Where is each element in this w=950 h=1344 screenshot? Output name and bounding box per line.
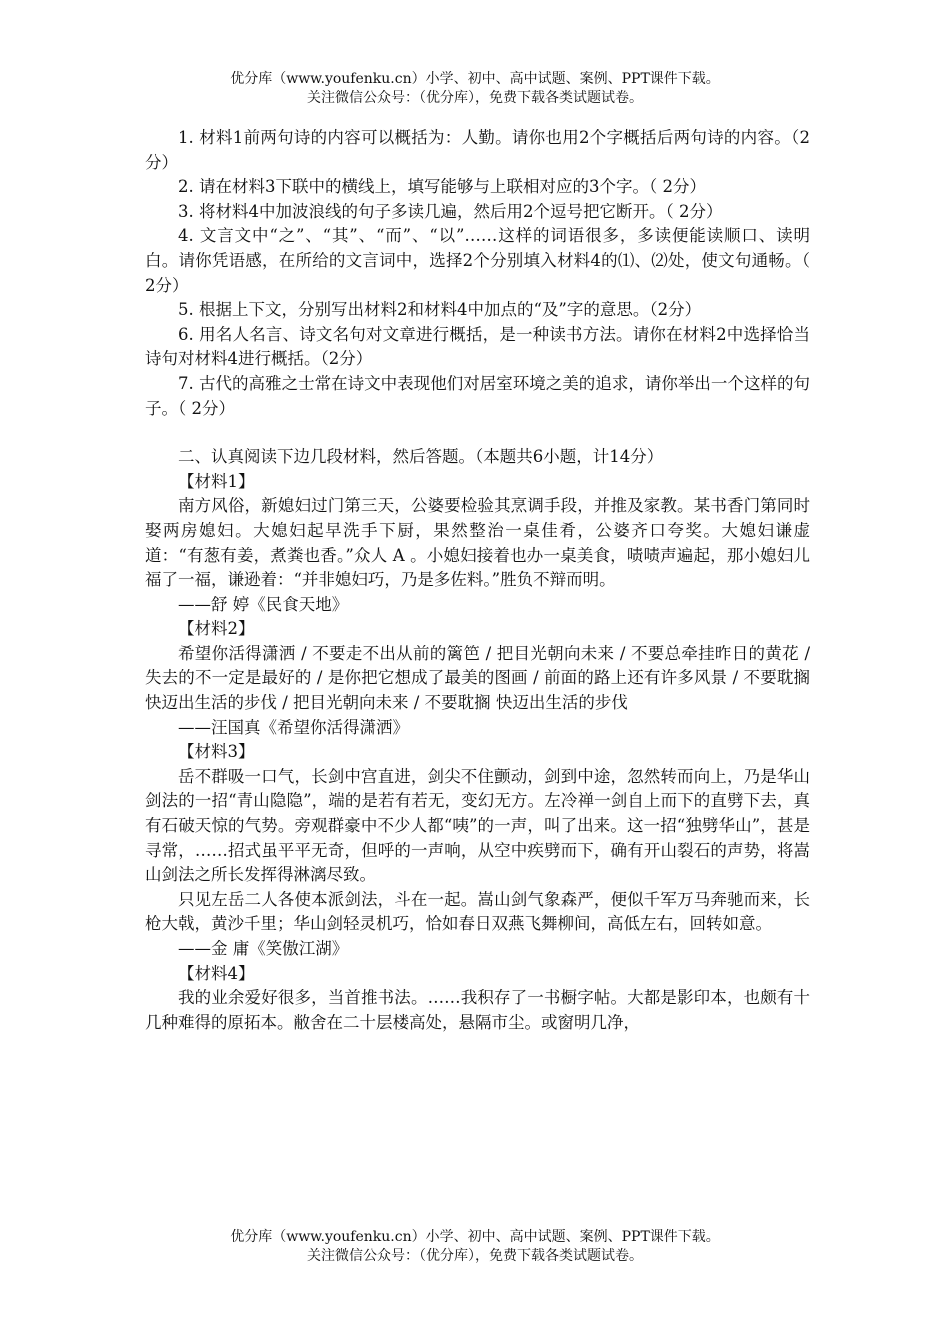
material-2-label: 【材料2】 <box>178 619 255 639</box>
document-body <box>145 126 810 1035</box>
material-1-text: 南方风俗，新媳妇过门第三天，公婆要检验其烹调手段，并推及家教。某书香门第同时娶两房媳妇。大媳妇起早洗手下厨，果然整治一桌佳肴，公婆齐口夸奖。大媳妇谦虚道：“有葱有姜，煮粪也香。”众人 A 。小媳妇接着也办一桌美食，啧啧声遍起，那小媳妇儿福了一福，谦逊着：“并非媳妇巧，乃是多佐料。”胜负不辩而明。 <box>145 496 810 590</box>
footer-line-1: 优分库（www.youfenku.cn）小学、初中、高中试题、案例、PPT课件下载。 <box>230 1229 720 1245</box>
material-2-text: 希望你活得潇洒 / 不要走不出从前的篱笆 / 把目光朝向未来 / 不要总牵挂昨日的黄花 /失去的不一定是最好的 / 是你把它想成了最美的图画 / 前面的路上还有许多风景 / 不要耽搁快迈出生活的步伐 / 把目光朝向未来 / 不要耽搁 快迈出生活的步伐 <box>145 643 810 713</box>
material-2-source: ——汪国真《希望你活得潇洒》 <box>178 717 409 737</box>
question-1: 1. 材料1前两句诗的内容可以概括为：人勤。请你也用2个字概括后两句诗的内容。（2分） <box>145 128 810 172</box>
material-4-label: 【材料4】 <box>178 963 255 983</box>
section-title: 二、认真阅读下边几段材料，然后答题。（本题共6小题，计14分） <box>178 447 664 467</box>
footer-line-2: 关注微信公众号：（优分库），免费下载各类试题试卷。 <box>307 1248 643 1264</box>
question-7: 7. 古代的高雅之士常在诗文中表现他们对居室环境之美的追求，请你举出一个这样的句子。（ 2分） <box>145 373 810 418</box>
page-header <box>0 70 950 108</box>
section-gap <box>145 421 810 445</box>
question-5: 5. 根据上下文，分别写出材料2和材料4中加点的“及”字的意思。（2分） <box>178 300 702 320</box>
question-3: 3. 将材料4中加波浪线的句子多读几遍，然后用2个逗号把它断开。（ 2分） <box>178 201 723 221</box>
material-4-text: 我的业余爱好很多，当首推书法。……我积存了一书橱字帖。大都是影印本，也颇有十几种难得的原拓本。敝舍在二十层楼高处，悬隔市尘。或窗明几净， <box>145 988 810 1032</box>
header-line-2: 关注微信公众号：（优分库），免费下载各类试题试卷。 <box>307 90 643 106</box>
page-footer <box>0 1228 950 1266</box>
question-4: 4. 文言文中“之”、“其”、“而”、“以”……这样的词语很多，多读便能读顺口、读明白。请你凭语感，在所给的文言词中，选择2个分别填入材料4的⑴、⑵处，使文句通畅。（ 2分） <box>145 226 810 295</box>
material-1-label: 【材料1】 <box>178 471 255 491</box>
material-3-source: ——金 庸《笑傲江湖》 <box>178 939 349 958</box>
material-3-label: 【材料3】 <box>178 742 255 762</box>
material-3-text-2: 只见左岳二人各使本派剑法，斗在一起。嵩山剑气象森严，便似千军万马奔驰而来，长枪大戟，黄沙千里；华山剑轻灵机巧，恰如春日双燕飞舞柳间，高低左右，回转如意。 <box>145 889 810 934</box>
question-6: 6. 用名人名言、诗文名句对文章进行概括，是一种读书方法。请你在材料2中选择恰当诗句对材料4进行概括。（2分） <box>145 324 810 369</box>
material-3-text-1: 岳不群吸一口气，长剑中宫直进，剑尖不住颤动，剑到中途，忽然转而向上，乃是华山剑法的一招“青山隐隐”，端的是若有若无，变幻无方。左冷禅一剑自上而下的直劈下去，真有石破天惊的气势。旁观群豪中不少人都“咦”的一声，叫了出来。这一招“独劈华山”，甚是寻常，……招式虽平平无奇，但呼的一声响，从空中疾劈而下，确有开山裂石的声势，将嵩山剑法之所长发挥得淋漓尽致。 <box>145 766 810 885</box>
header-line-1: 优分库（www.youfenku.cn）小学、初中、高中试题、案例、PPT课件下载。 <box>230 71 720 87</box>
material-1-source: ——舒 婷《民食天地》 <box>178 594 349 614</box>
question-2: 2. 请在材料3下联中的横线上，填写能够与上联相对应的3个字。（ 2分） <box>178 177 706 197</box>
